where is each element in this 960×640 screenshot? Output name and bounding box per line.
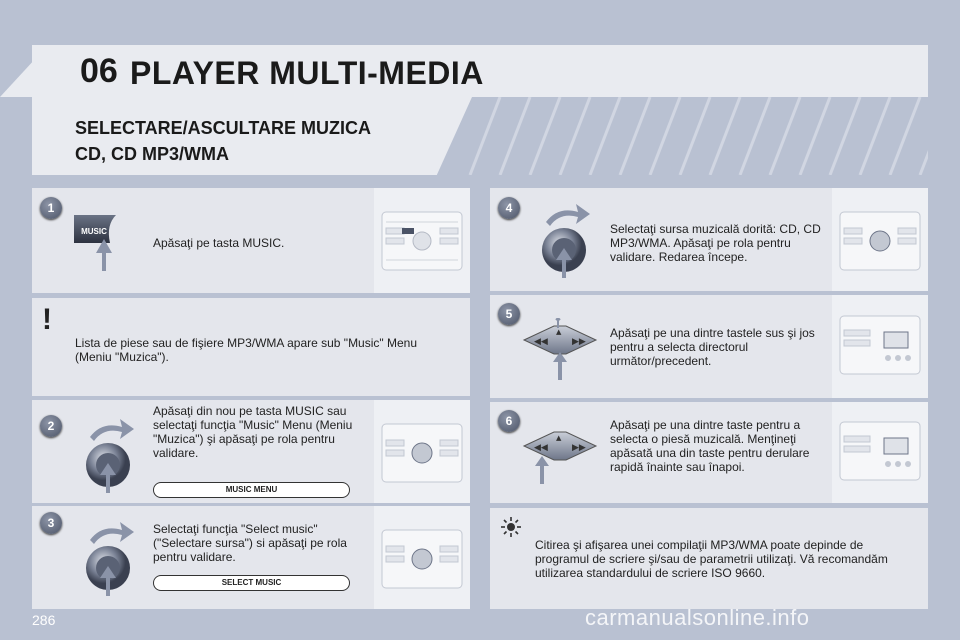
section-title-line1: SELECTARE/ASCULTARE MUZICA xyxy=(75,118,371,138)
step-5-text: Apăsaţi pe una dintre tastele sus şi jos pentru a selecta directorul următor/precedent. xyxy=(610,326,815,368)
decorative-stripes xyxy=(460,97,928,175)
svg-text:▲: ▲ xyxy=(556,434,562,442)
chapter-title: PLAYER MULTI-MEDIA xyxy=(130,55,484,91)
rotary-knob-icon xyxy=(78,518,138,598)
section-title-line2: CD, CD MP3/WMA xyxy=(75,144,229,164)
radio-panel-image xyxy=(838,418,922,484)
radio-panel-image xyxy=(380,420,464,486)
svg-text:▲: ▲ xyxy=(556,328,562,336)
direction-pad-icon xyxy=(520,318,600,380)
svg-text:◀◀: ◀◀ xyxy=(534,337,548,347)
watermark: carmanualsonline.info xyxy=(585,605,810,630)
step-3-text: Selectaţi funcţia "Select music" ("Selectare sursa") si apăsaţi pe rola pentru validare. xyxy=(153,522,347,564)
step-6-text: Apăsaţi pe una dintre taste pentru a selecta o piesă muzicală. Menţineţi apăsată una din taste pentru derulare rapidă înainte sau înapoi. xyxy=(610,418,810,474)
step-1-text: Apăsaţi pe tasta MUSIC. xyxy=(153,236,285,250)
rotary-knob-icon xyxy=(78,415,138,495)
radio-panel-image xyxy=(838,208,922,274)
step-2-text: Apăsaţi din nou pe tasta MUSIC sau selectaţi funcţia "Music" Menu (Meniu "Muzica") şi apăsaţi pe rola pentru validare. xyxy=(153,404,353,460)
step-5-badge: 5 xyxy=(498,303,520,325)
svg-text:▶▶: ▶▶ xyxy=(572,337,586,347)
music-key-label: MUSIC xyxy=(81,227,107,236)
step-6-badge: 6 xyxy=(498,410,520,432)
chapter-number: 06 xyxy=(80,52,118,90)
step-4-badge: 4 xyxy=(498,197,520,219)
music-key-icon xyxy=(72,213,120,273)
step-3-badge: 3 xyxy=(40,512,62,534)
svg-text:▶▶: ▶▶ xyxy=(572,443,586,453)
rotary-knob-icon xyxy=(534,200,594,280)
note-text: Lista de piese sau de fişiere MP3/WMA apare sub "Music" Menu (Meniu "Muzica"). xyxy=(75,336,418,364)
direction-pad-icon xyxy=(520,424,600,486)
svg-text:◀◀: ◀◀ xyxy=(534,443,548,453)
step-2-badge: 2 xyxy=(40,415,62,437)
step-4-text: Selectaţi sursa muzicală dorită: CD, CD MP3/WMA. Apăsaţi pe rola pentru validare. Redarea începe. xyxy=(610,222,821,264)
page-number: 286 xyxy=(32,612,56,628)
tip-text: Citirea şi afişarea unei compilaţii MP3/WMA poate depinde de programul de scriere şi/sau de parametrii utilizaţi. Vă recomandăm utilizarea standardului de scriere ISO 9660. xyxy=(535,538,888,580)
radio-panel-image xyxy=(380,208,464,274)
step-1-badge: 1 xyxy=(40,197,62,219)
music-menu-button[interactable]: MUSIC MENU xyxy=(153,482,350,498)
lightbulb-icon xyxy=(500,516,522,538)
warning-icon: ! xyxy=(42,303,52,336)
radio-panel-image xyxy=(838,312,922,378)
radio-panel-image xyxy=(380,526,464,592)
select-music-button[interactable]: SELECT MUSIC xyxy=(153,575,350,591)
